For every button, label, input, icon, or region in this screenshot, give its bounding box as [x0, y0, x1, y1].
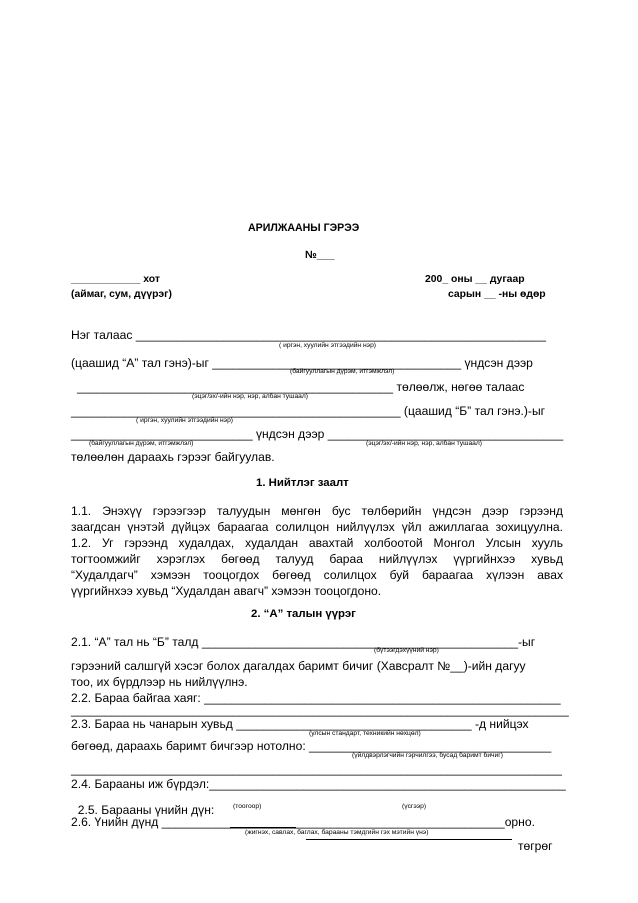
- section-2-line-10-unit: төгрөг: [518, 839, 553, 854]
- party-line-5: ___________________________ үндсэн дээр ___________________________________: [71, 427, 564, 441]
- date-line-2: сарын __ -ны өдөр: [448, 289, 546, 300]
- section-2-line-6-hint: (улсын стандарт, техникийн нөхцөл): [309, 730, 421, 737]
- city-line: ____________ хот: [71, 274, 160, 285]
- section-2-line-5: __________________________________________________________________________: [71, 703, 569, 717]
- party-line-4-hint: ( иргэн, хуулийн этгээдийн нэр): [136, 417, 234, 424]
- section-1-heading: 1. Нийтлэг заалт: [256, 477, 349, 489]
- party-line-1: Нэг талаас _____________________________________________________________: [71, 328, 547, 342]
- party-line-2: (цаашид “А” тал гэнэ)-ыг _____________________________________ үндсэн дээр: [71, 356, 533, 370]
- party-line-6: төлөөлөн дараахь гэрээг байгуулав.: [71, 450, 275, 464]
- party-line-5-hint-left: (байгууллагын дүрэм, итгэмжлэл): [89, 440, 194, 447]
- section-2-line-7: бөгөөд, дараахь баримт бичгээр нотолно: ____________________________________: [71, 739, 552, 753]
- section-2-line-6: 2.3. Бараа нь чанарын хувьд ___________________________________ -д нийцэх: [71, 717, 529, 731]
- section-1-line-2: заагдсан үнэтэй дүйцэх бараагаа солилцон нийлүүлэх үйл ажиллагаа зохицуулна.: [71, 520, 563, 534]
- section-2-line-3: тоо, их бүрдлээр нь нийлүүлнэ.: [71, 675, 248, 689]
- section-2-line-10-label: 2.5. Барааны үнийн дүн:: [77, 803, 215, 818]
- city-hint: (аймаг, сум, дүүрэг): [71, 289, 172, 300]
- party-line-3-hint: (эцэг/эх/-ийн нэр, нэр, албан тушаал): [192, 393, 309, 400]
- section-2-line-11-hint: (жигнэх, савлах, баглах, барааны тэмдгийн гэх мэтийн үнэ): [245, 829, 429, 836]
- section-1-line-4: тогтоомжийг хэрэглэх бөгөөд талууд бараа нийлүүлэх үүргийнхээ хувьд: [71, 552, 563, 566]
- date-line: 200_ оны __ дугаар: [425, 274, 525, 285]
- section-2-line-4: 2.2. Бараа байгаа хаяг: _____________________________________________________: [71, 691, 561, 705]
- section-2-line-1-hint: (бүтээгдэхүүний нэр): [374, 647, 439, 654]
- party-line-5-hint-right: (эцэг/эх/-ийн нэр, нэр, албан тушаал): [366, 440, 483, 447]
- section-1-line-6: үүргийнхээ хувьд “Худалдан авагч” хэмээн тооцогдоно.: [71, 584, 382, 598]
- section-2-line-11: 2.6. Үнийн дүнд ___________________________________________________орно.: [71, 815, 535, 829]
- section-2-line-2: гэрээний салшгүй хэсэг болох дагалдах баримт бичиг (Хавсралт №__)-ийн дагуу: [71, 659, 526, 673]
- section-1-line-5: “Худалдагч” хэмээн тооцогдох бөгөөд солилцох буй бараагаа хүлээн авах: [71, 568, 563, 582]
- party-line-3: _______________________________________________ төлөөлж, нөгөө талаас: [77, 380, 525, 394]
- section-2-heading: 2. “А” талын үүрэг: [251, 608, 356, 620]
- section-1-line-3: 1.2. Уг гэрээнд худалдах, худалдан авахтай холбоотой Монгол Улсын хууль: [71, 536, 563, 550]
- party-line-1-hint: ( иргэн, хуулийн этгээдийн нэр): [279, 342, 377, 349]
- contract-number: №___: [305, 249, 335, 261]
- section-2-line-8: _________________________________________________________________________: [71, 762, 562, 776]
- section-2-line-9: 2.4. Барааны иж бүрдэл:_____________________________________________________: [71, 777, 566, 791]
- section-2-line-10-hint-words: (үсгээр): [402, 803, 427, 810]
- section-2-line-10-hint-digits: (тоогоор): [233, 803, 262, 810]
- party-line-4: _________________________________________________ (цаашид “Б” тал гэнэ.)-ыг: [71, 404, 546, 418]
- section-2-line-7-hint: (үйлдвэрлэгчийн гэрчилгээ, бусад баримт бичиг): [352, 752, 503, 759]
- contract-title: АРИЛЖААНЫ ГЭРЭЭ: [248, 222, 360, 234]
- party-line-2-hint: (байгууллагын дүрэм, итгэмжлэл): [290, 368, 395, 375]
- section-2-line-1: 2.1. “А” тал нь “Б” талд _______________________________________________-ыг: [71, 635, 536, 649]
- section-1-line-1: 1.1. Энэхүү гэрээгээр талуудын мөнгөн бус төлбөрийн үндсэн дээр гэрээнд: [71, 504, 563, 518]
